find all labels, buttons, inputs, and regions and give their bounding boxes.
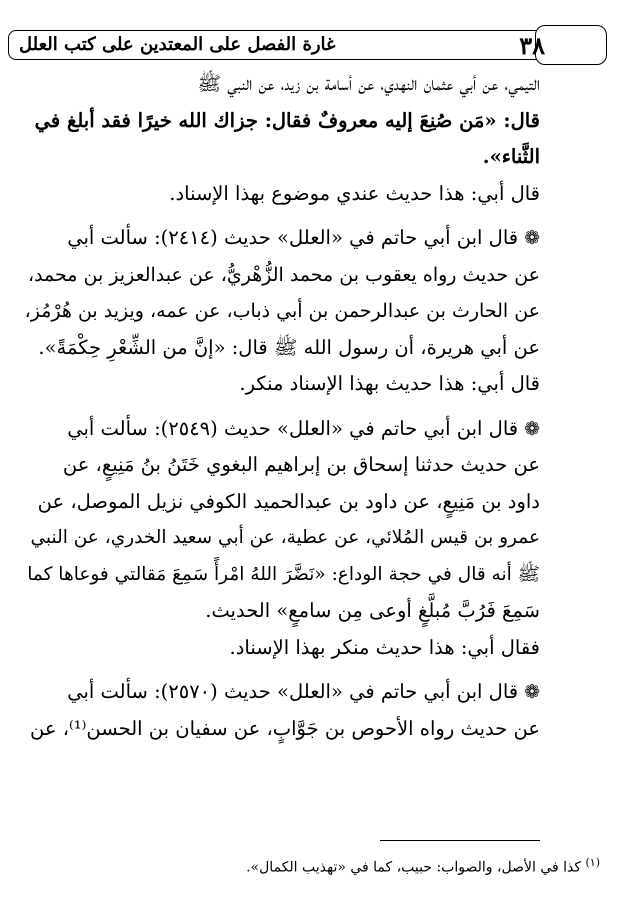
paragraph-4 — [20, 366, 540, 403]
text-line: التيمي، عن أبي عثمان النهدي، عن أسامة بن زيد، عن النبي ﷺ — [197, 72, 540, 95]
text-line: عن حديث رواه يعقوب بن محمد الزُّهْريُّ، عن عبدالعزيز بن محمد، — [27, 263, 540, 286]
text-line: ❁قال ابن أبي حاتم في «العلل» حديث (٢٥٤٩): سألت أبي — [20, 411, 540, 448]
text-line: عن حديث حدثنا إسحاق بن إبراهيم البغوي خَتَنُ بنُ مَنِيعٍ، عن — [62, 453, 540, 476]
text-line: ❁قال ابن أبي حاتم في «العلل» حديث (٢٥٧٠): سألت أبي — [20, 674, 540, 711]
paragraph-7 — [20, 674, 540, 747]
paragraph-6 — [20, 630, 540, 667]
text-line: سَمِعَ فَرُبَّ مُبلَّغٍ أوعى مِن سامعٍ» الحديث. — [205, 599, 540, 622]
footnote-text: كذا في الأصل، والصواب: حبيب، كما في «تهذيب الكمال». — [246, 859, 582, 876]
paragraph-5 — [20, 411, 540, 630]
paragraph-3 — [20, 220, 540, 366]
running-header — [8, 30, 568, 60]
paragraph-2 — [20, 176, 540, 213]
text-line: عمرو بن قيس المُلائي، عن عطية، عن أبي سعيد الخدري، عن النبي — [30, 527, 540, 548]
text-line: قال أبي: هذا حديث بهذا الإسناد منكر. — [239, 372, 540, 395]
text-line: داود بن مَنِيعٍ، عن داود بن عبدالحميد الكوفي نزيل الموصل، عن — [37, 489, 540, 513]
text-line: الثَّناء». — [482, 145, 540, 168]
footnote-marker: (١) — [585, 856, 600, 869]
page-number-tab — [535, 25, 607, 65]
text-line: عن حديث رواه الأحوص بن جَوَّابٍ، عن سفيان بن الحسن⁽¹⁾، عن — [30, 716, 540, 740]
paragraph-1 — [20, 66, 540, 176]
flower-bullet-icon: ❁ — [524, 681, 540, 703]
page-number: ٣٨ — [519, 31, 545, 60]
text-line: قال أبي: هذا حديث عندي موضوع بهذا الإسناد. — [169, 181, 540, 205]
text-line: فقال أبي: هذا حديث منكر بهذا الإسناد. — [229, 635, 540, 659]
flower-bullet-icon: ❁ — [524, 227, 540, 249]
text-line: ❁قال ابن أبي حاتم في «العلل» حديث (٢٤١٤): سألت أبي — [20, 220, 540, 257]
page-body — [20, 66, 540, 747]
text-line: عن الحارث بن عبدالرحمن بن أبي ذباب، عن عمه، ويزيد بن هُرْمُز، — [24, 300, 540, 322]
text-line: قال: «مَن صُنِعَ إليه معروفٌ فقال: جزاك الله خيرًا فقد أبلغ في — [34, 108, 540, 132]
footnote — [246, 856, 600, 876]
flower-bullet-icon: ❁ — [524, 417, 540, 440]
book-title: غارة الفصل على المعتدين على كتب العلل — [19, 34, 336, 55]
text-line: ﷺ أنه قال في حجة الوداع: «نَضَّرَ اللهُ امْرأً سَمِعَ مَقالتي فوعاها كما — [27, 563, 540, 585]
text-line: عن أبي هريرة، أن رسول الله ﷺ قال: «إنَّ من الشِّعْرِ حِكْمَةً». — [38, 335, 540, 359]
